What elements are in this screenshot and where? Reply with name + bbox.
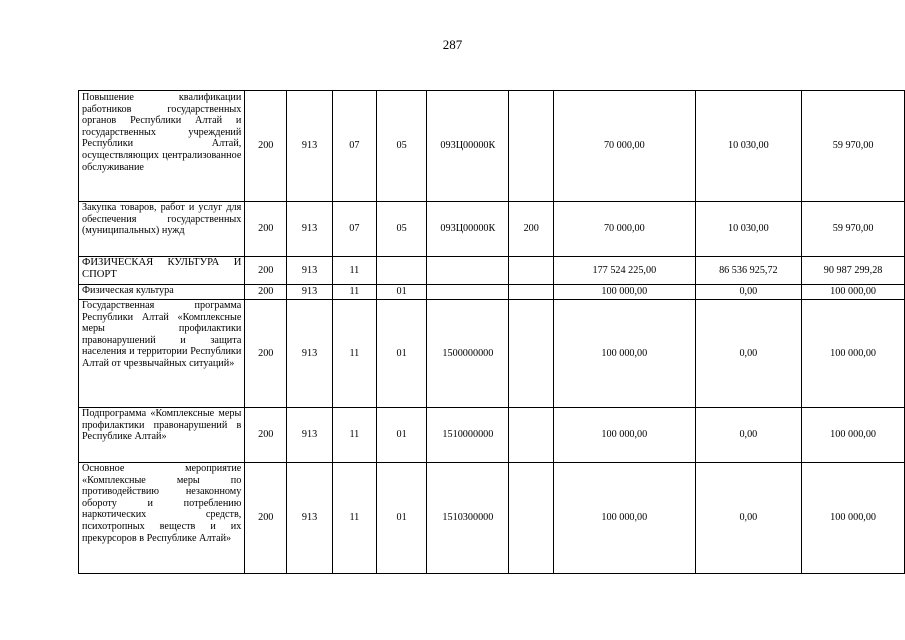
rz-cell: 11 [332, 463, 376, 574]
budget-table [78, 90, 905, 574]
csr-cell: 1510000000 [427, 408, 509, 463]
grbs-cell: 200 [245, 257, 287, 285]
pr-cell: 01 [376, 463, 427, 574]
table-row [79, 408, 905, 463]
rz-cell: 11 [332, 300, 376, 408]
amount3-cell: 100 000,00 [802, 300, 905, 408]
vr-cell [509, 285, 554, 300]
ved-cell: 913 [287, 463, 333, 574]
row-name-cell: Повышение квалификации работников государственных органов Республики Алтай и государственных учреждений Республики Алтай, осуществляющих централизованное обслуживание [79, 91, 245, 202]
vr-cell [509, 300, 554, 408]
amount2-cell: 10 030,00 [695, 91, 802, 202]
amount1-cell: 100 000,00 [554, 408, 695, 463]
amount2-cell: 0,00 [695, 463, 802, 574]
grbs-cell: 200 [245, 463, 287, 574]
amount2-cell: 0,00 [695, 285, 802, 300]
amount3-cell: 59 970,00 [802, 202, 905, 257]
amount2-cell: 0,00 [695, 300, 802, 408]
table-row [79, 463, 905, 574]
amount3-cell: 100 000,00 [802, 408, 905, 463]
amount2-cell: 10 030,00 [695, 202, 802, 257]
vr-cell [509, 463, 554, 574]
row-name-cell: Государственная программа Республики Алтай «Комплексные меры профилактики правонарушений и защита населения и территории Республики Алтай от чрезвычайных ситуаций» [79, 300, 245, 408]
amount1-cell: 177 524 225,00 [554, 257, 695, 285]
csr-cell: 093Ц00000К [427, 202, 509, 257]
row-name-cell: ФИЗИЧЕСКАЯ КУЛЬТУРА И СПОРТ [79, 257, 245, 285]
vr-cell [509, 91, 554, 202]
row-name-cell: Физическая культура [79, 285, 245, 300]
table-row [79, 257, 905, 285]
csr-cell [427, 285, 509, 300]
amount2-cell: 86 536 925,72 [695, 257, 802, 285]
ved-cell: 913 [287, 408, 333, 463]
amount3-cell: 90 987 299,28 [802, 257, 905, 285]
rz-cell: 11 [332, 285, 376, 300]
grbs-cell: 200 [245, 408, 287, 463]
amount2-cell: 0,00 [695, 408, 802, 463]
csr-cell: 1510300000 [427, 463, 509, 574]
ved-cell: 913 [287, 285, 333, 300]
rz-cell: 11 [332, 408, 376, 463]
pr-cell: 01 [376, 300, 427, 408]
ved-cell: 913 [287, 300, 333, 408]
amount1-cell: 70 000,00 [554, 202, 695, 257]
rz-cell: 11 [332, 257, 376, 285]
amount1-cell: 100 000,00 [554, 300, 695, 408]
pr-cell: 01 [376, 408, 427, 463]
vr-cell: 200 [509, 202, 554, 257]
rz-cell: 07 [332, 202, 376, 257]
ved-cell: 913 [287, 202, 333, 257]
pr-cell: 05 [376, 91, 427, 202]
pr-cell: 01 [376, 285, 427, 300]
amount1-cell: 70 000,00 [554, 91, 695, 202]
vr-cell [509, 408, 554, 463]
csr-cell: 1500000000 [427, 300, 509, 408]
amount3-cell: 100 000,00 [802, 463, 905, 574]
pr-cell [376, 257, 427, 285]
page-number: 287 [442, 37, 463, 52]
rz-cell: 07 [332, 91, 376, 202]
grbs-cell: 200 [245, 91, 287, 202]
amount3-cell: 100 000,00 [802, 285, 905, 300]
row-name-cell: Подпрограмма «Комплексные меры профилактики правонарушений в Республике Алтай» [79, 408, 245, 463]
csr-cell [427, 257, 509, 285]
grbs-cell: 200 [245, 285, 287, 300]
row-name-cell: Основное мероприятие «Комплексные меры по противодействию незаконному обороту и потреблению наркотических средств, психотропных веществ и их прекурсоров в Республике Алтай» [79, 463, 245, 574]
vr-cell [509, 257, 554, 285]
pr-cell: 05 [376, 202, 427, 257]
row-name-cell: Закупка товаров, работ и услуг для обеспечения государственных (муниципальных) нужд [79, 202, 245, 257]
table-row [79, 300, 905, 408]
amount1-cell: 100 000,00 [554, 463, 695, 574]
table-row [79, 91, 905, 202]
table-row [79, 285, 905, 300]
grbs-cell: 200 [245, 202, 287, 257]
ved-cell: 913 [287, 257, 333, 285]
amount1-cell: 100 000,00 [554, 285, 695, 300]
table-row [79, 202, 905, 257]
grbs-cell: 200 [245, 300, 287, 408]
ved-cell: 913 [287, 91, 333, 202]
amount3-cell: 59 970,00 [802, 91, 905, 202]
csr-cell: 093Ц00000К [427, 91, 509, 202]
